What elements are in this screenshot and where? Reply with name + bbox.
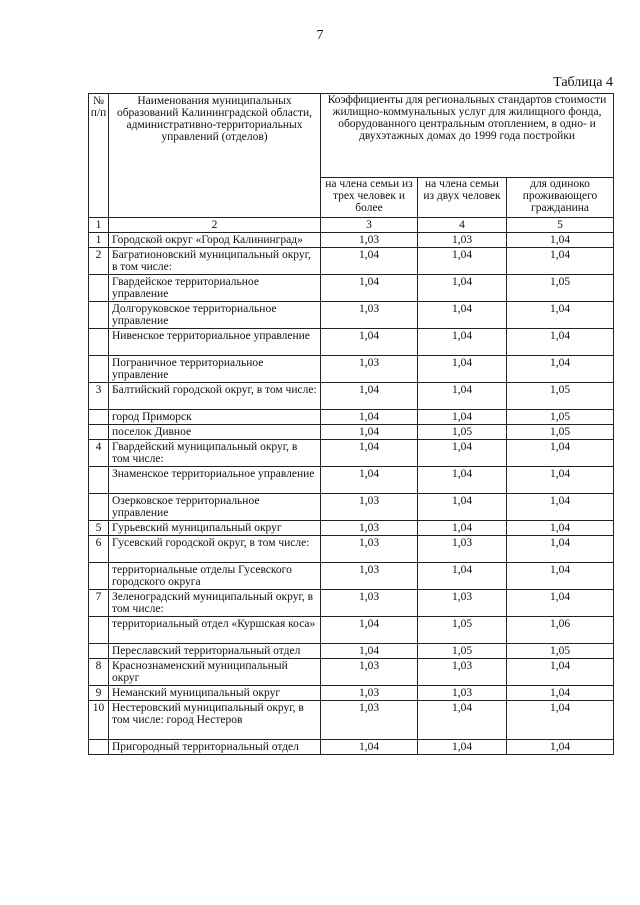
coef-2-persons: 1,04 bbox=[418, 275, 507, 302]
coef-2-persons: 1,04 bbox=[418, 410, 507, 425]
coef-2-persons: 1,04 bbox=[418, 521, 507, 536]
table-row bbox=[89, 410, 614, 425]
row-name: Зеленоградский муниципальный округ, в том числе: bbox=[109, 590, 321, 617]
column-index: 1 bbox=[89, 218, 109, 233]
coef-3-persons: 1,03 bbox=[321, 563, 418, 590]
coef-single: 1,04 bbox=[507, 659, 614, 686]
coef-single: 1,05 bbox=[507, 383, 614, 410]
table-row bbox=[89, 425, 614, 440]
table-row bbox=[89, 590, 614, 617]
coef-single: 1,05 bbox=[507, 410, 614, 425]
table-row bbox=[89, 383, 614, 410]
table-row bbox=[89, 701, 614, 740]
header-col4: на члена семьи из двух человек bbox=[418, 178, 507, 218]
coef-2-persons: 1,04 bbox=[418, 440, 507, 467]
row-name: Пограничное территориальное управление bbox=[109, 356, 321, 383]
row-name: Багратионовский муниципальный округ, в том числе: bbox=[109, 248, 321, 275]
coef-single: 1,05 bbox=[507, 644, 614, 659]
coef-single: 1,04 bbox=[507, 494, 614, 521]
coef-3-persons: 1,03 bbox=[321, 494, 418, 521]
coef-2-persons: 1,05 bbox=[418, 425, 507, 440]
table-row bbox=[89, 659, 614, 686]
table-caption: Таблица 4 bbox=[553, 75, 613, 90]
coef-single: 1,04 bbox=[507, 302, 614, 329]
header-name: Наименования муниципальных образований Калининградской области, административно-территориальных управлений (отделов) bbox=[109, 94, 321, 218]
coef-3-persons: 1,03 bbox=[321, 521, 418, 536]
coef-single: 1,04 bbox=[507, 521, 614, 536]
row-name: Гвардейское территориальное управление bbox=[109, 275, 321, 302]
coef-2-persons: 1,04 bbox=[418, 701, 507, 740]
row-number bbox=[89, 617, 109, 644]
coef-3-persons: 1,03 bbox=[321, 233, 418, 248]
coef-2-persons: 1,04 bbox=[418, 356, 507, 383]
row-name: Озерковское территориальное управление bbox=[109, 494, 321, 521]
coef-2-persons: 1,03 bbox=[418, 659, 507, 686]
table-row bbox=[89, 233, 614, 248]
coef-3-persons: 1,04 bbox=[321, 617, 418, 644]
coef-2-persons: 1,04 bbox=[418, 329, 507, 356]
coef-3-persons: 1,04 bbox=[321, 248, 418, 275]
table-row bbox=[89, 356, 614, 383]
coef-3-persons: 1,04 bbox=[321, 467, 418, 494]
row-name: Гурьевский муниципальный округ bbox=[109, 521, 321, 536]
coef-3-persons: 1,03 bbox=[321, 701, 418, 740]
row-number: 4 bbox=[89, 440, 109, 467]
row-number bbox=[89, 644, 109, 659]
table-row bbox=[89, 686, 614, 701]
table-row bbox=[89, 275, 614, 302]
row-number bbox=[89, 425, 109, 440]
row-name: Нестеровский муниципальный округ, в том числе: город Нестеров bbox=[109, 701, 321, 740]
coef-single: 1,04 bbox=[507, 563, 614, 590]
row-name: территориальный отдел «Куршская коса» bbox=[109, 617, 321, 644]
coef-single: 1,04 bbox=[507, 536, 614, 563]
row-name: город Приморск bbox=[109, 410, 321, 425]
header-coefficients: Коэффициенты для региональных стандартов стоимости жилищно-коммунальных услуг для жилищного фонда, оборудованного центральным отоплением, в одно- и двухэтажных домах до 1999 года постройки bbox=[321, 94, 614, 178]
row-name: территориальные отделы Гусевского городского округа bbox=[109, 563, 321, 590]
row-number bbox=[89, 410, 109, 425]
coef-single: 1,05 bbox=[507, 425, 614, 440]
coef-single: 1,04 bbox=[507, 590, 614, 617]
coef-3-persons: 1,03 bbox=[321, 302, 418, 329]
row-number: 6 bbox=[89, 536, 109, 563]
coef-2-persons: 1,04 bbox=[418, 302, 507, 329]
coef-3-persons: 1,04 bbox=[321, 425, 418, 440]
column-index-row bbox=[89, 218, 614, 233]
column-index: 3 bbox=[321, 218, 418, 233]
row-number: 7 bbox=[89, 590, 109, 617]
coef-single: 1,04 bbox=[507, 440, 614, 467]
coef-3-persons: 1,03 bbox=[321, 686, 418, 701]
coef-3-persons: 1,04 bbox=[321, 644, 418, 659]
row-number bbox=[89, 467, 109, 494]
row-name: Неманский муниципальный округ bbox=[109, 686, 321, 701]
row-name: Гусевский городской округ, в том числе: bbox=[109, 536, 321, 563]
column-index: 2 bbox=[109, 218, 321, 233]
row-name: Знаменское территориальное управление bbox=[109, 467, 321, 494]
coef-2-persons: 1,04 bbox=[418, 467, 507, 494]
row-number: 5 bbox=[89, 521, 109, 536]
coef-single: 1,05 bbox=[507, 275, 614, 302]
table-row bbox=[89, 740, 614, 755]
header-col3: на члена семьи из трех человек и более bbox=[321, 178, 418, 218]
table-row bbox=[89, 536, 614, 563]
coef-2-persons: 1,04 bbox=[418, 494, 507, 521]
coef-single: 1,04 bbox=[507, 248, 614, 275]
row-name: Нивенское территориальное управление bbox=[109, 329, 321, 356]
table-row bbox=[89, 617, 614, 644]
row-name: Гвардейский муниципальный округ, в том числе: bbox=[109, 440, 321, 467]
coef-2-persons: 1,04 bbox=[418, 563, 507, 590]
coef-3-persons: 1,03 bbox=[321, 356, 418, 383]
row-name: Долгоруковское территориальное управление bbox=[109, 302, 321, 329]
coef-3-persons: 1,04 bbox=[321, 440, 418, 467]
coef-single: 1,04 bbox=[507, 740, 614, 755]
coef-single: 1,04 bbox=[507, 233, 614, 248]
row-number bbox=[89, 356, 109, 383]
header-col5: для одиноко проживающего гражданина bbox=[507, 178, 614, 218]
row-number: 2 bbox=[89, 248, 109, 275]
coef-3-persons: 1,04 bbox=[321, 329, 418, 356]
row-number bbox=[89, 563, 109, 590]
table-row bbox=[89, 248, 614, 275]
row-number bbox=[89, 740, 109, 755]
row-name: поселок Дивное bbox=[109, 425, 321, 440]
row-number bbox=[89, 494, 109, 521]
column-index: 5 bbox=[507, 218, 614, 233]
coefficients-table bbox=[88, 93, 614, 755]
coef-2-persons: 1,03 bbox=[418, 536, 507, 563]
row-name: Балтийский городской округ, в том числе: bbox=[109, 383, 321, 410]
coef-2-persons: 1,03 bbox=[418, 686, 507, 701]
coef-2-persons: 1,03 bbox=[418, 233, 507, 248]
table-row bbox=[89, 302, 614, 329]
table-row bbox=[89, 329, 614, 356]
table-row bbox=[89, 563, 614, 590]
row-number: 1 bbox=[89, 233, 109, 248]
coef-2-persons: 1,04 bbox=[418, 248, 507, 275]
table-row bbox=[89, 494, 614, 521]
row-number bbox=[89, 329, 109, 356]
table-row bbox=[89, 521, 614, 536]
row-number bbox=[89, 275, 109, 302]
coef-3-persons: 1,03 bbox=[321, 536, 418, 563]
coef-single: 1,06 bbox=[507, 617, 614, 644]
coef-single: 1,04 bbox=[507, 686, 614, 701]
coef-2-persons: 1,04 bbox=[418, 740, 507, 755]
coef-2-persons: 1,05 bbox=[418, 644, 507, 659]
coef-3-persons: 1,04 bbox=[321, 383, 418, 410]
coef-3-persons: 1,03 bbox=[321, 659, 418, 686]
coef-single: 1,04 bbox=[507, 356, 614, 383]
column-index: 4 bbox=[418, 218, 507, 233]
coef-single: 1,04 bbox=[507, 467, 614, 494]
coef-3-persons: 1,04 bbox=[321, 740, 418, 755]
coef-single: 1,04 bbox=[507, 701, 614, 740]
table-row bbox=[89, 644, 614, 659]
row-number bbox=[89, 302, 109, 329]
row-number: 8 bbox=[89, 659, 109, 686]
coef-3-persons: 1,03 bbox=[321, 590, 418, 617]
row-name: Переславский территориальный отдел bbox=[109, 644, 321, 659]
coef-3-persons: 1,04 bbox=[321, 275, 418, 302]
header-num: № п/п bbox=[89, 94, 109, 218]
coef-2-persons: 1,05 bbox=[418, 617, 507, 644]
row-name: Краснознаменский муниципальный округ bbox=[109, 659, 321, 686]
coef-single: 1,04 bbox=[507, 329, 614, 356]
row-name: Городской округ «Город Калининград» bbox=[109, 233, 321, 248]
row-number: 10 bbox=[89, 701, 109, 740]
coef-2-persons: 1,03 bbox=[418, 590, 507, 617]
coef-3-persons: 1,04 bbox=[321, 410, 418, 425]
coef-2-persons: 1,04 bbox=[418, 383, 507, 410]
table-row bbox=[89, 440, 614, 467]
row-number: 3 bbox=[89, 383, 109, 410]
row-name: Пригородный территориальный отдел bbox=[109, 740, 321, 755]
page-number: 7 bbox=[316, 28, 324, 43]
row-number: 9 bbox=[89, 686, 109, 701]
table-row bbox=[89, 467, 614, 494]
